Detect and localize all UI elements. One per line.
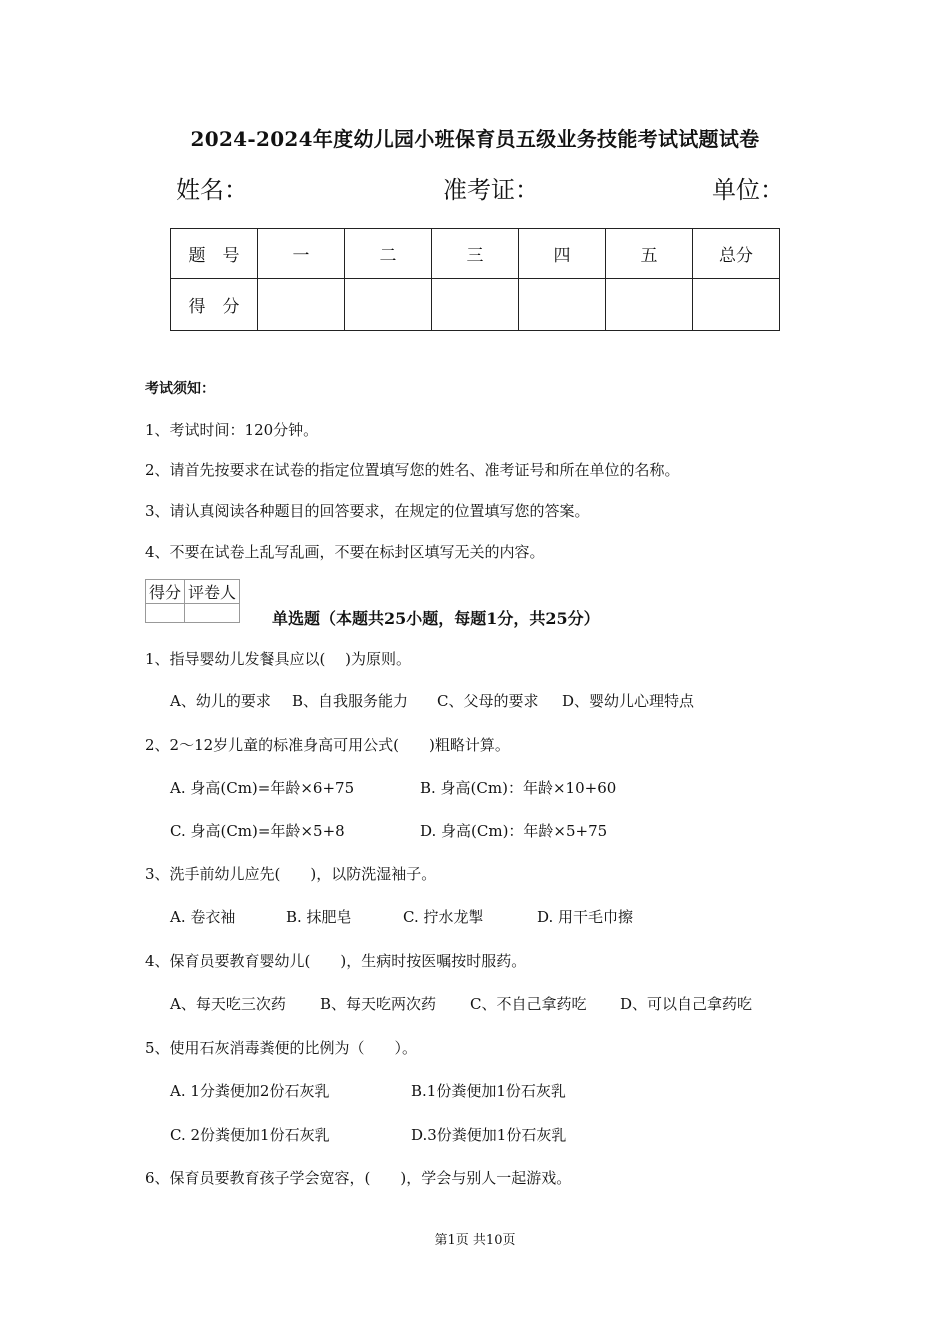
notice-item: 1、考试时间：120分钟。 bbox=[145, 421, 319, 439]
question-option: B. 抹肥皂 bbox=[286, 908, 352, 926]
score-header-cell: 二 bbox=[345, 229, 432, 279]
question-option: A. 卷衣袖 bbox=[170, 908, 236, 926]
question-stem: 3、洗手前幼儿应先( )，以防洗湿袖子。 bbox=[145, 865, 437, 883]
score-header-cell: 四 bbox=[519, 229, 606, 279]
score-table bbox=[170, 228, 780, 331]
question-option: C. 身高(Cm)=年龄×5+8 bbox=[170, 822, 345, 840]
score-cell[interactable] bbox=[258, 279, 345, 331]
score-table-score-row bbox=[171, 279, 780, 331]
notice-heading: 考试须知： bbox=[145, 381, 215, 397]
notice-item: 2、请首先按要求在试卷的指定位置填写您的姓名、准考证号和所在单位的名称。 bbox=[145, 461, 680, 479]
question-option: D、可以自己拿药吃 bbox=[620, 995, 753, 1013]
question-option: D. 身高(Cm)：年龄×5+75 bbox=[420, 822, 608, 840]
score-header-cell: 题 号 bbox=[171, 229, 258, 279]
score-header-cell: 三 bbox=[432, 229, 519, 279]
unit-field-label: 单位： bbox=[712, 176, 784, 204]
score-cell[interactable] bbox=[345, 279, 432, 331]
score-cell[interactable] bbox=[606, 279, 693, 331]
score-cell[interactable] bbox=[693, 279, 780, 331]
question-stem: 4、保育员要教育婴幼儿( )，生病时按医嘱按时服药。 bbox=[145, 952, 527, 970]
question-option: B、自我服务能力 bbox=[292, 692, 409, 710]
question-option: A、幼儿的要求 bbox=[170, 692, 271, 710]
question-option: A、每天吃三次药 bbox=[170, 995, 286, 1013]
page-footer: 第1页 共10页 bbox=[434, 1233, 516, 1248]
question-option: D. 用干毛巾擦 bbox=[537, 908, 634, 926]
score-header-cell: 总分 bbox=[693, 229, 780, 279]
question-option: C. 拧水龙掣 bbox=[403, 908, 484, 926]
question-option: A. 1分粪便加2份石灰乳 bbox=[170, 1082, 330, 1100]
question-option: B.1份粪便加1份石灰乳 bbox=[411, 1082, 566, 1100]
score-cell[interactable] bbox=[432, 279, 519, 331]
question-option: D、婴幼儿心理特点 bbox=[562, 692, 695, 710]
grader-box bbox=[145, 579, 240, 623]
question-option: B、每天吃两次药 bbox=[320, 995, 437, 1013]
score-table-header-row bbox=[171, 229, 780, 279]
notice-item: 4、不要在试卷上乱写乱画，不要在标封区填写无关的内容。 bbox=[145, 543, 545, 561]
grader-reviewer-label: 评卷人 bbox=[185, 580, 240, 604]
section-title: 单选题（本题共25小题，每题1分，共25分） bbox=[272, 609, 600, 628]
question-stem: 6、保育员要教育孩子学会宽容，( )，学会与别人一起游戏。 bbox=[145, 1169, 572, 1187]
question-option: C. 2份粪便加1份石灰乳 bbox=[170, 1126, 330, 1144]
score-row-label: 得 分 bbox=[171, 279, 258, 331]
exam-title: 2024-2024年度幼儿园小班保育员五级业务技能考试试题试卷 bbox=[190, 127, 760, 151]
grader-reviewer-cell[interactable] bbox=[185, 604, 240, 623]
question-stem: 1、指导婴幼儿发餐具应以( )为原则。 bbox=[145, 650, 412, 668]
question-stem: 2、2～12岁儿童的标准身高可用公式( )粗略计算。 bbox=[145, 736, 510, 754]
question-option: B. 身高(Cm)：年龄×10+60 bbox=[420, 779, 617, 797]
exam-id-field-label: 准考证： bbox=[443, 176, 539, 204]
question-option: C、不自己拿药吃 bbox=[470, 995, 587, 1013]
grader-score-cell[interactable] bbox=[146, 604, 185, 623]
question-option: D.3份粪便加1份石灰乳 bbox=[411, 1126, 567, 1144]
name-field-label: 姓名： bbox=[176, 176, 248, 204]
grader-score-label: 得分 bbox=[146, 580, 185, 604]
notice-item: 3、请认真阅读各种题目的回答要求，在规定的位置填写您的答案。 bbox=[145, 502, 590, 520]
score-header-cell: 一 bbox=[258, 229, 345, 279]
score-header-cell: 五 bbox=[606, 229, 693, 279]
score-cell[interactable] bbox=[519, 279, 606, 331]
question-stem: 5、使用石灰消毒粪便的比例为（ ）。 bbox=[145, 1039, 418, 1057]
question-option: A. 身高(Cm)=年龄×6+75 bbox=[170, 779, 355, 797]
question-option: C、父母的要求 bbox=[437, 692, 539, 710]
